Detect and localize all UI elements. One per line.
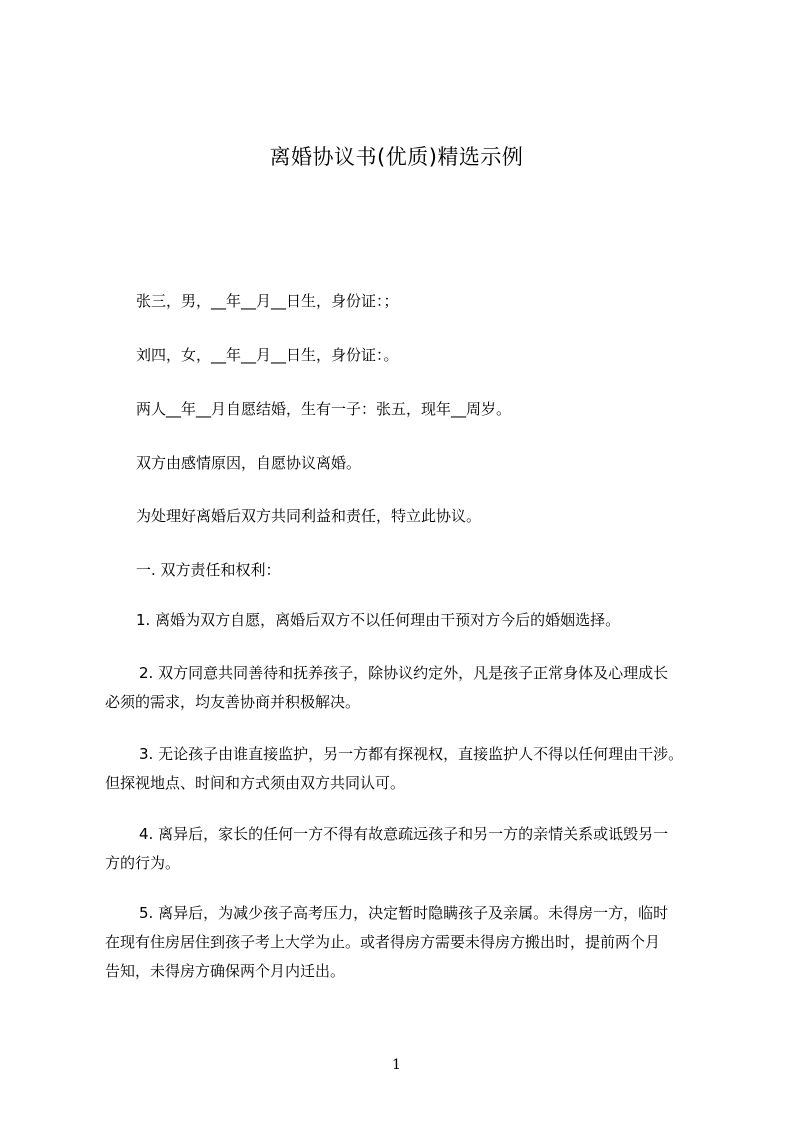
paragraph-party-two bbox=[105, 341, 736, 370]
paragraph-party-one bbox=[105, 287, 736, 316]
paragraph-line: 方的行为。 bbox=[105, 854, 181, 872]
paragraph-line: 4. 离异后，家长的任何一方不得有故意疏远孩子和另一方的亲情关系或诋毁另一 bbox=[139, 825, 669, 843]
paragraph-line: 必须的需求，均友善协商并积极解决。 bbox=[105, 693, 361, 711]
clause-3 bbox=[105, 740, 705, 798]
clause-2 bbox=[105, 659, 705, 717]
paragraph-line: 在现有住房居住到孩子考上大学为止。或者得房方需要未得房方搬出时，提前两个月 bbox=[105, 933, 661, 951]
page-number: 1 bbox=[392, 1057, 401, 1073]
paragraph-line: 张三，男，__年__月__日生，身份证：； bbox=[136, 292, 399, 310]
paragraph-line: 告知，未得房方确保两个月内迁出。 bbox=[105, 962, 346, 980]
paragraph-line: 2. 双方同意共同善待和抚养孩子，除协议约定外，凡是孩子正常身体及心理成长 bbox=[139, 664, 669, 682]
clause-5 bbox=[105, 899, 705, 986]
paragraph-line: 一. 双方责任和权利： bbox=[136, 561, 281, 579]
clause-1 bbox=[105, 606, 736, 635]
document-title: 离婚协议书(优质)精选示例 bbox=[269, 145, 524, 169]
clause-4 bbox=[105, 820, 705, 878]
paragraph-line: 5. 离异后，为减少孩子高考压力，决定暂时隐瞒孩子及亲属。未得房一方，临时 bbox=[139, 904, 669, 922]
paragraph-line: 双方由感情原因，自愿协议离婚。 bbox=[136, 454, 362, 472]
section-heading-responsibilities bbox=[105, 556, 736, 585]
paragraph-marriage-info bbox=[105, 395, 736, 424]
paragraph-divorce-reason bbox=[105, 449, 736, 478]
paragraph-line: 为处理好离婚后双方共同利益和责任，特立此协议。 bbox=[136, 507, 482, 525]
paragraph-line: 3. 无论孩子由谁直接监护，另一方都有探视权，直接监护人不得以任何理由干涉。 bbox=[139, 745, 684, 763]
paragraph-purpose bbox=[105, 502, 736, 531]
paragraph-line: 刘四，女，__年__月__日生，身份证：。 bbox=[136, 346, 399, 364]
paragraph-line: 1. 离婚为双方自愿，离婚后双方不以任何理由干预对方今后的婚姻选择。 bbox=[136, 611, 621, 629]
paragraph-line: 两人__年__月自愿结婚，生有一子：张五，现年__周岁。 bbox=[136, 400, 512, 418]
paragraph-line: 但探视地点、时间和方式须由双方共同认可。 bbox=[105, 774, 406, 792]
